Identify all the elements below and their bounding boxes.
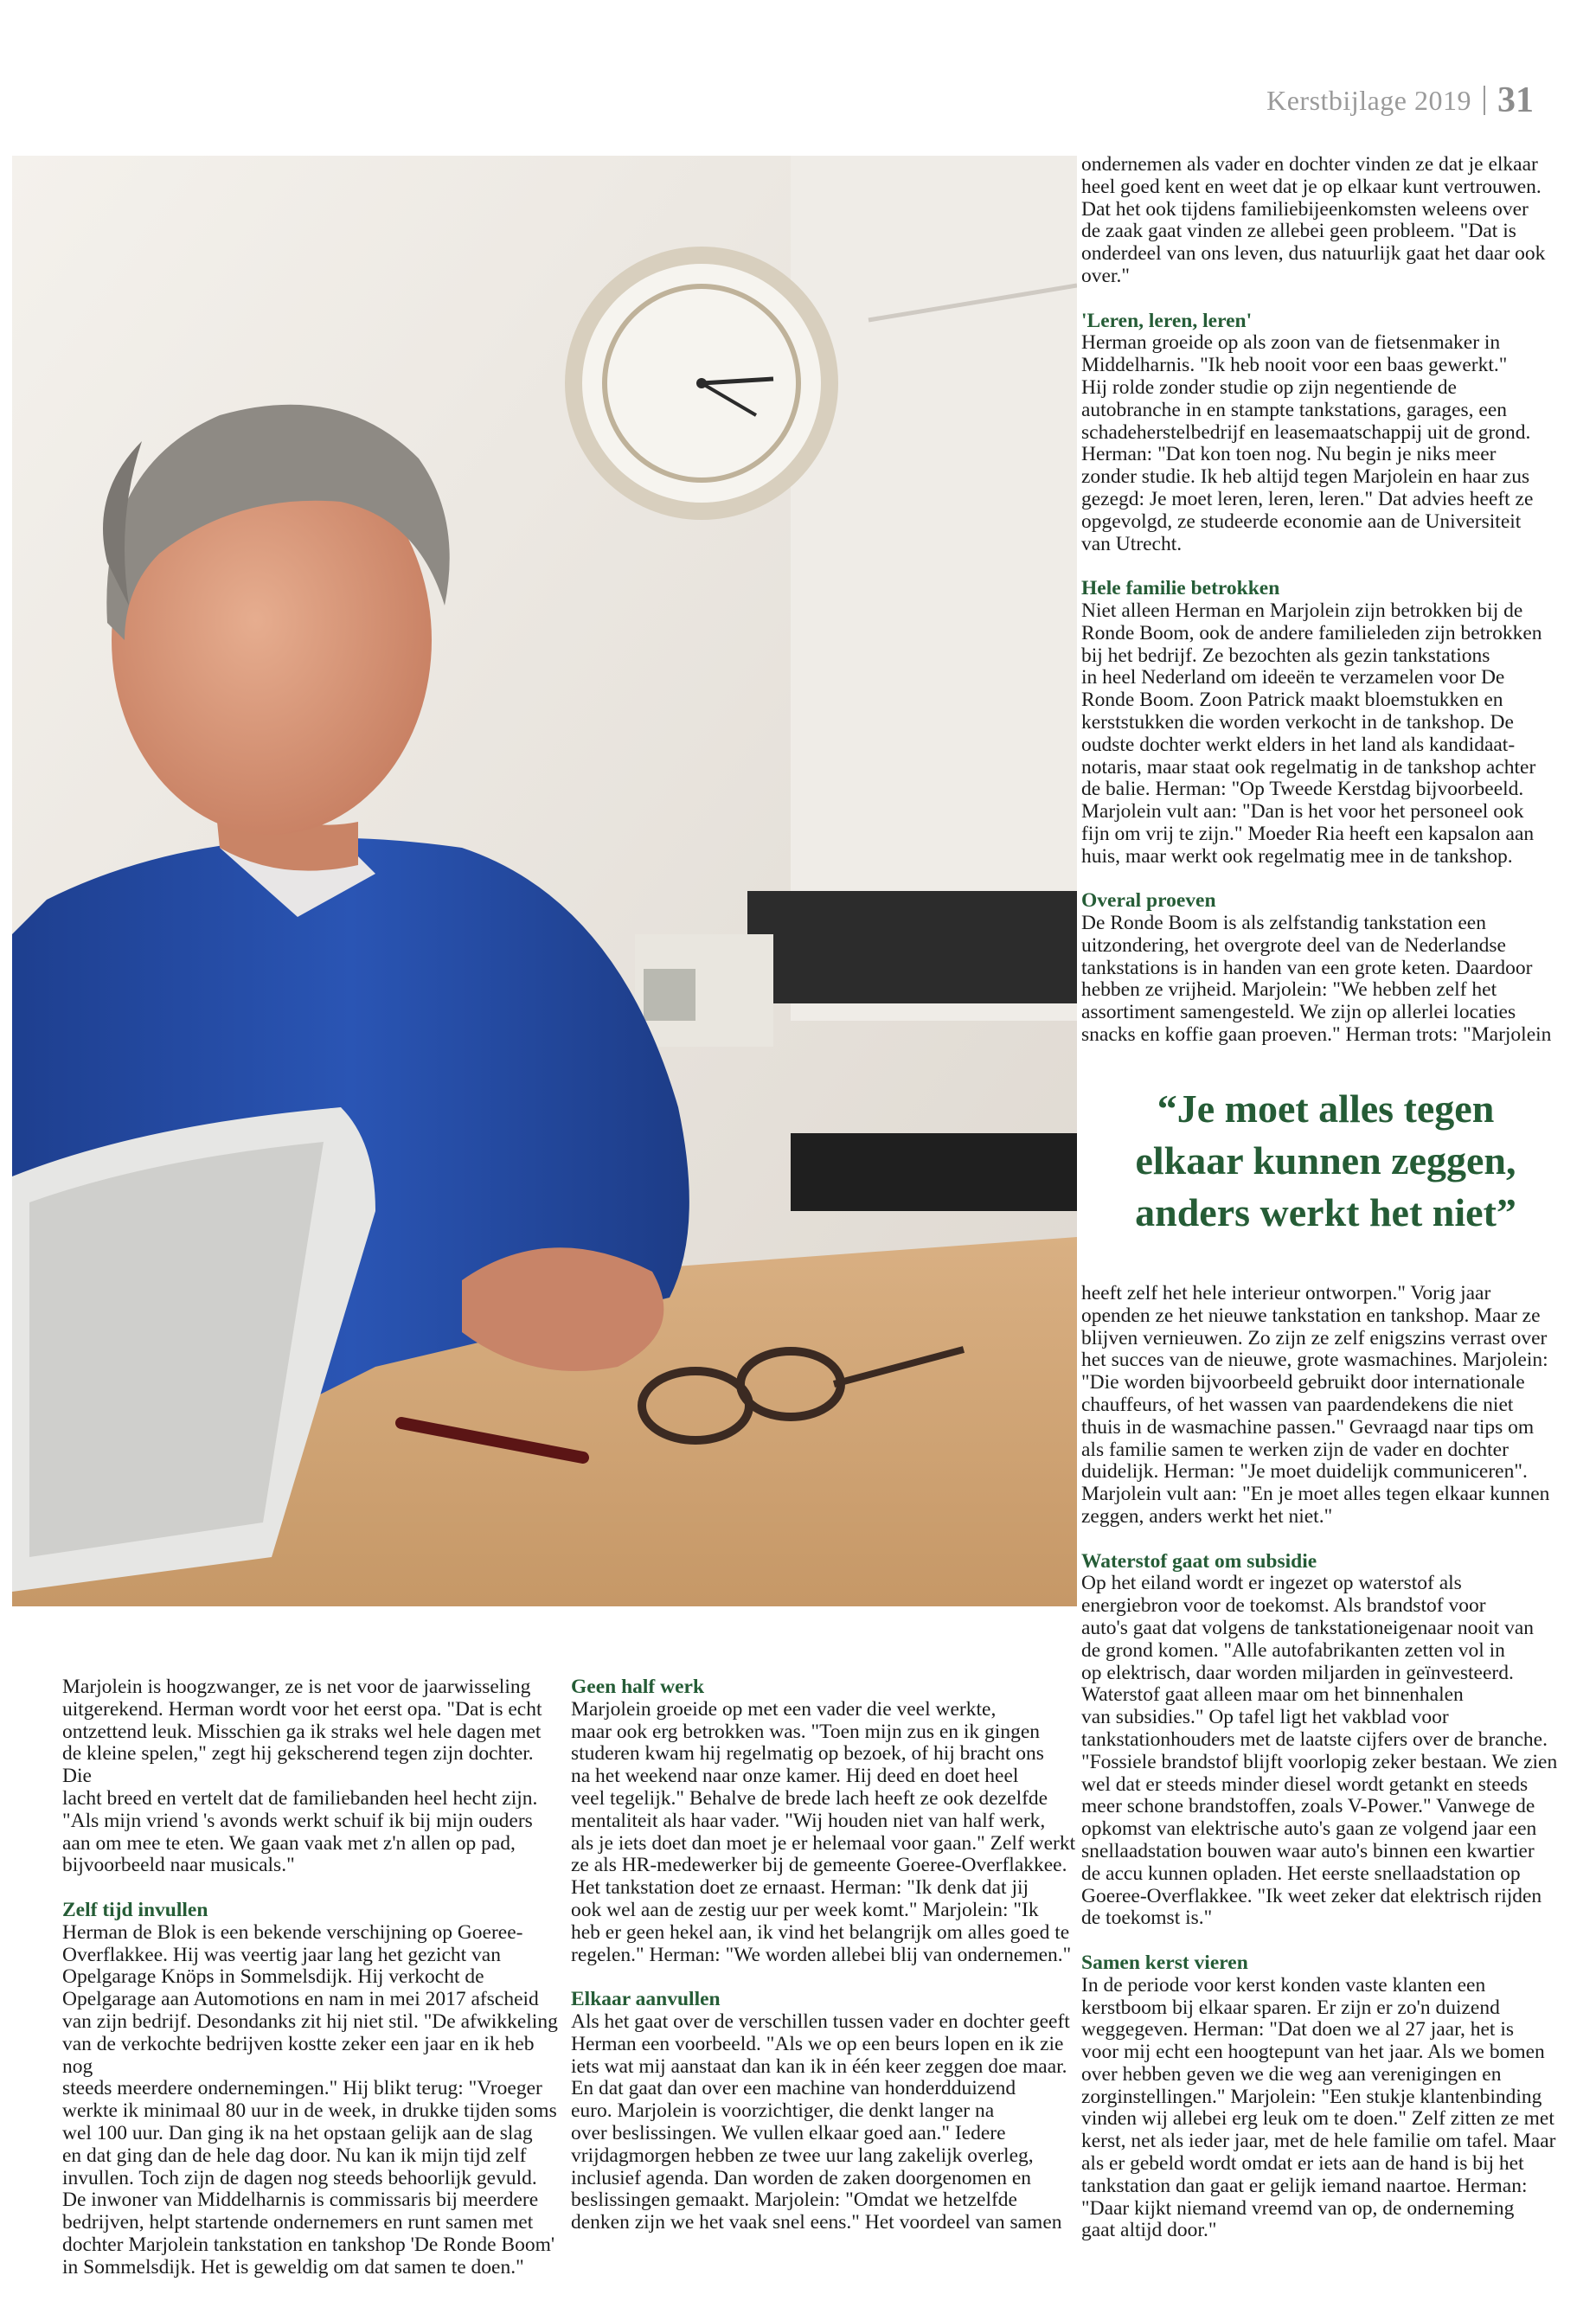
article-text-line: Waterstof gaat alleen maar om het binnenhalen (1081, 1683, 1464, 1707)
article-text-line: de zaak gaat vinden ze allebei geen probleem. "Dat is (1081, 220, 1516, 243)
section-heading: Geen half werk (571, 1676, 705, 1698)
portrait-photo (12, 156, 1077, 1606)
article-text-line: gaat altijd door." (1081, 2219, 1217, 2242)
article-text-line: Op het eiland wordt er ingezet op waterstof als (1081, 1572, 1462, 1595)
article-text-line: over." (1081, 264, 1130, 287)
article-text-line: over beslissingen. We vullen elkaar goed aan." Iedere (571, 2121, 1006, 2144)
article-text-line: Opelgarage aan Automotions en nam in mei 2017 afscheid (62, 1988, 539, 2011)
article-text-line: werkte ik minimaal 80 uur in de week, in drukke tijden soms (62, 2099, 557, 2123)
article-text-line: van de verkochte bedrijven kostte zeker een jaar en ik heb nog (62, 2032, 535, 2078)
article-text-line: opkomst van elektrische auto's gaan ze volgend jaar een (1081, 1817, 1537, 1841)
article-text-line: Herman: "Dat kon toen nog. Nu begin je niks meer (1081, 443, 1497, 466)
supplement-label: Kerstbijlage 2019 (1266, 84, 1471, 116)
article-text-line: Marjolein vult aan: "Dan is het voor het personeel ook (1081, 800, 1524, 824)
article-text-line: wel 100 uur. Dan ging ik na het opstaan gelijk aan de slag (62, 2121, 533, 2144)
paragraph-gap (62, 1877, 564, 1900)
article-text-line: de balie. Herman: "Op Tweede Kerstdag bijvoorbeeld. (1081, 778, 1524, 801)
article-text-line: "Daar kijkt niemand vreemd van op, de onderneming (1081, 2196, 1515, 2220)
paragraph-gap (1081, 1529, 1574, 1551)
article-text-line: blijven vernieuwen. Zo zijn ze zelf enigszins verrast over (1081, 1326, 1548, 1349)
article-text-line: wel dat er steeds minder diesel wordt getankt en steeds (1081, 1772, 1529, 1796)
article-text-line: Niet alleen Herman en Marjolein zijn betrokken bij de (1081, 599, 1523, 622)
article-text-line: ook wel aan de zestig uur per week komt." Marjolein: "Ik (571, 1898, 1039, 1921)
article-text-line: Marjolein is hoogzwanger, ze is net voor de jaarwisseling (62, 1676, 531, 1698)
article-text-line: weggegeven. Herman: "Dat doen we al 27 jaar, het is (1081, 2018, 1515, 2041)
pull-quote-line: elkaar kunnen zeggen, (1135, 1138, 1516, 1183)
article-text-line: opgevolgd, ze studeerde economie aan de Universiteit (1081, 510, 1522, 533)
paragraph-gap (571, 1966, 1077, 1989)
paragraph-gap (1081, 288, 1574, 311)
article-text-line: ontzettend leuk. Misschien ga ik straks wel hele dagen met (62, 1720, 542, 1743)
article-text-line: lacht breed en vertelt dat de familiebanden heel hecht zijn. (62, 1786, 538, 1810)
article-text-line: zeggen, anders werkt het niet." (1081, 1504, 1333, 1528)
article-text-line: regelen." Herman: "We worden allebei blij van ondernemen." (571, 1943, 1072, 1966)
article-text-line: in heel Nederland om ideeën te verzamelen voor De (1081, 666, 1505, 689)
article-text-line: zonder studie. Ik heb altijd tegen Marjolein en haar zus (1081, 465, 1530, 489)
article-text-line: Ronde Boom, ook de andere familieleden zijn betrokken (1081, 621, 1542, 644)
article-column-right-top (1081, 154, 1574, 1047)
article-column-middle (571, 1676, 1077, 2234)
article-text-line: Dat het ook tijdens familiebijeenkomsten weleens over (1081, 197, 1529, 221)
article-text-line: "Fossiele brandstof blijft voorlopig zeker bestaan. We zien (1081, 1750, 1558, 1773)
article-text-line: schadeherstelbedrijf en leasemaatschappij uit de grond. (1081, 420, 1531, 444)
article-text-line: voor mij echt een hoogtepunt van het jaar. Als we bomen (1081, 2041, 1545, 2064)
article-text-line: Opelgarage Knöps in Sommelsdijk. Hij verkocht de (62, 1965, 484, 1989)
article-text-line: Middelharnis. "Ik heb nooit voor een baas gewerkt." (1081, 354, 1508, 377)
article-text-line: euro. Marjolein is voorzichtiger, die denkt langer na (571, 2099, 995, 2123)
article-text-line: assortiment samengesteld. We zijn op allerlei locaties (1081, 1001, 1516, 1024)
pull-quote-line: anders werkt het niet” (1135, 1190, 1516, 1234)
article-text-line: heeft zelf het hele interieur ontworpen." Vorig jaar (1081, 1282, 1491, 1304)
article-column-right-bottom (1081, 1283, 1574, 2242)
paragraph-gap (1081, 555, 1574, 578)
article-text-line: In de periode voor kerst konden vaste klanten een (1081, 1973, 1486, 1997)
article-text-line: thuis in de wasmachine passen." Gevraagd naar tips om (1081, 1415, 1535, 1439)
paragraph-gap (1081, 868, 1574, 891)
article-text-line: heb er geen hekel aan, ik vind het belangrijk om alles goed te (571, 1920, 1070, 1944)
section-heading: Zelf tijd invullen (62, 1898, 208, 1921)
article-text-line: uitgerekend. Herman wordt voor het eerst opa. "Dat is echt (62, 1697, 542, 1721)
article-text-line: Overflakkee. Hij was veertig jaar lang het gezicht van (62, 1943, 501, 1966)
article-text-line: vinden wij allebei erg leuk om te doen." Zelf zitten ze met (1081, 2107, 1554, 2131)
article-text-line: De inwoner van Middelharnis is commissaris bij meerdere (62, 2189, 539, 2212)
article-text-line: tankstationhouders met de laatste cijfers over de branche. (1081, 1727, 1548, 1751)
article-text-line: studeren kwam hij regelmatig op bezoek, of hij bracht ons (571, 1742, 1044, 1766)
article-text-line: chauffeurs, of het wassen van paardendekens die niet (1081, 1393, 1514, 1416)
section-heading: Overal proeven (1081, 889, 1216, 913)
article-text-line: veel tegelijk." Behalve de brede lach heeft ze ook dezelfde (571, 1786, 1048, 1810)
section-heading: Elkaar aanvullen (571, 1988, 721, 2011)
article-text-line: onderdeel van ons leven, dus natuurlijk gaat het daar ook (1081, 242, 1546, 266)
article-text-line: kerststukken die worden verkocht in de tankshop. De (1081, 710, 1514, 734)
article-text-line: dochter Marjolein tankstation en tankshop 'De Ronde Boom' (62, 2233, 555, 2256)
article-text-line: Hij rolde zonder studie op zijn negentiende de (1081, 375, 1457, 399)
article-text-line: meer schone brandstoffen, zoals V-Power." Vanwege de (1081, 1795, 1535, 1818)
article-text-line: bedrijven, helpt startende ondernemers en runt samen met (62, 2211, 534, 2234)
article-text-line: in Sommelsdijk. Het is geweldig om dat samen te doen." (62, 2255, 524, 2279)
article-text-line: vrijdagmorgen hebben ze twee uur lang zakelijk overleg, (571, 2144, 1034, 2167)
wall-clock-illustration (565, 247, 838, 520)
article-text-line: auto's gaat dat volgens de tankstationeigenaar nooit van (1081, 1616, 1535, 1639)
pull-quote (1081, 1083, 1570, 1239)
page-number: 31 (1497, 80, 1534, 120)
article-text-line: Marjolein groeide op met een vader die veel werkte, (571, 1697, 997, 1721)
article-text-line: mentaliteit als haar vader. "Wij houden niet van half werk, (571, 1809, 1046, 1832)
article-text-line: beslissingen gemaakt. Marjolein: "Omdat we hetzelfde (571, 2189, 1017, 2212)
article-text-line: openden ze het nieuwe tankstation en tankshop. Maar ze (1081, 1304, 1541, 1327)
article-text-line: bijvoorbeeld naar musicals." (62, 1854, 295, 1877)
article-text-line: van zijn bedrijf. Desondanks zit hij niet stil. "De afwikkeling (62, 2009, 558, 2033)
pull-quote-line: “Je moet alles tegen (1157, 1086, 1495, 1131)
article-text-line: huis, maar werkt ook regelmatig mee in de tankshop. (1081, 844, 1513, 868)
article-text-line: Herman de Blok is een bekende verschijning op Goeree- (62, 1920, 523, 1944)
article-text-line: inclusief agenda. Dan worden de zaken doorgenomen en (571, 2166, 1032, 2189)
section-heading: Samen kerst vieren (1081, 1951, 1248, 1974)
article-text-line: oudste dochter werkt elders in het land als kandidaat- (1081, 733, 1516, 756)
article-text-line: snellaadstation bouwen waar auto's binnen een kwartier (1081, 1839, 1535, 1862)
article-text-line: heel goed kent en weet dat je op elkaar kunt vertrouwen. (1081, 175, 1542, 198)
article-text-line: de toekomst is." (1081, 1907, 1213, 1930)
article-text-line: Als het gaat over de verschillen tussen vader en dochter geeft (571, 2009, 1070, 2033)
article-text-line: Herman een voorbeeld. "Als we op een beurs lopen en ik zie (571, 2032, 1064, 2055)
article-text-line: Marjolein vult aan: "En je moet alles tegen elkaar kunnen (1081, 1483, 1550, 1506)
article-text-line: uitzondering, het overgrote deel van de Nederlandse (1081, 933, 1506, 957)
article-text-line: duidelijk. Herman: "Je moet duidelijk communiceren". (1081, 1460, 1528, 1484)
article-text-line: autobranche in en stampte tankstations, garages, een (1081, 398, 1508, 421)
page-header (1266, 80, 1534, 121)
article-text-line: snacks en koffie gaan proeven." Herman trots: "Marjolein (1081, 1023, 1552, 1047)
article-text-line: notaris, maar staat ook regelmatig in de tankshop achter (1081, 755, 1536, 779)
article-text-line: kerstboom bij elkaar sparen. Er zijn er zo'n duizend (1081, 1996, 1500, 2019)
article-text-line: de accu kunnen opladen. Het eerste snellaadstation op (1081, 1862, 1521, 1885)
article-text-line: bij het bedrijf. Ze bezochten als gezin tankstations (1081, 644, 1490, 667)
article-text-line: energiebron voor de toekomst. Als brandstof voor (1081, 1594, 1486, 1618)
article-text-line: De Ronde Boom is als zelfstandig tankstation een (1081, 912, 1486, 935)
article-text-line: ze als HR-medewerker bij de gemeente Goeree-Overflakkee. (571, 1854, 1067, 1877)
article-text-line: iets wat mij aanstaat dan kan ik in één keer zeggen doe maar. (571, 2054, 1067, 2078)
article-text-line: gezegd: Je moet leren, leren, leren." Dat advies heeft ze (1081, 487, 1534, 510)
article-text-line: En dat gaat dan over een machine van honderdduizend (571, 2077, 1016, 2100)
article-text-line: als er gebeld wordt omdat er iets aan de hand is bij het (1081, 2152, 1524, 2176)
section-heading: 'Leren, leren, leren' (1081, 309, 1253, 332)
article-column-left (62, 1676, 564, 2279)
article-text-line: zorginstellingen." Marjolein: "Een stukje klantenbinding (1081, 2085, 1542, 2108)
article-text-line: en dat ging dan de hele dag door. Nu kan ik mijn tijd zelf (62, 2144, 527, 2167)
paragraph-gap (1081, 1930, 1574, 1952)
article-text-line: als je iets doet dan moet je er helemaal voor gaan." Zelf werkt (571, 1831, 1076, 1855)
article-text-line: "Als mijn vriend 's avonds werkt schuif ik bij mijn ouders (62, 1809, 533, 1832)
article-text-line: van subsidies." Op tafel ligt het vakblad voor (1081, 1706, 1449, 1729)
article-text-line: Goeree-Overflakkee. "Ik weet zeker dat elektrisch rijden (1081, 1884, 1542, 1907)
article-text-line: over hebben geven we die weg aan verenigingen en (1081, 2062, 1502, 2086)
section-heading: Hele familie betrokken (1081, 577, 1280, 600)
article-text-line: de kleine spelen," zegt hij gekscherend tegen zijn dochter. Die (62, 1742, 534, 1788)
article-text-line: na het weekend naar onze kamer. Hij deed en doet heel (571, 1765, 1019, 1788)
article-text-line: hebben ze vrijheid. Marjolein: "We hebben zelf het (1081, 978, 1497, 1002)
article-text-line: Herman groeide op als zoon van de fietsenmaker in (1081, 331, 1501, 355)
section-heading: Waterstof gaat om subsidie (1081, 1549, 1317, 1573)
article-text-line: tankstations is in handen van een grote keten. Daardoor (1081, 956, 1533, 979)
photo-illustration (12, 156, 1077, 1606)
article-text-line: fijn om vrij te zijn." Moeder Ria heeft een kapsalon aan (1081, 822, 1535, 845)
article-text-line: maar ook erg betrokken was. "Toen mijn zus en ik gingen (571, 1720, 1041, 1743)
article-text-line: ondernemen als vader en dochter vinden ze dat je elkaar (1081, 153, 1538, 176)
article-text-line: "Die worden bijvoorbeeld gebruikt door internationale (1081, 1371, 1525, 1394)
article-text-line: als familie samen te werken zijn de vader en dochter (1081, 1438, 1509, 1461)
article-text-line: steeds meerdere ondernemingen." Hij blikt terug: "Vroeger (62, 2077, 542, 2100)
article-text-line: tankstation dan gaat er gelijk iemand naartoe. Herman: (1081, 2174, 1528, 2197)
article-text-line: aan om mee te eten. We gaan vaak met z'n allen op pad, (62, 1831, 516, 1855)
article-text-line: op elektrisch, daar worden miljarden in geïnvesteerd. (1081, 1661, 1514, 1684)
article-text-line: het succes van de nieuwe, grote wasmachines. Marjolein: (1081, 1349, 1548, 1372)
article-text-line: de grond komen. "Alle autofabrikanten zetten vol in (1081, 1638, 1505, 1662)
article-text-line: Ronde Boom. Zoon Patrick maakt bloemstukken en (1081, 689, 1503, 712)
article-text-line: kerst, net als ieder jaar, met de hele familie om tafel. Maar (1081, 2130, 1556, 2153)
article-text-line: Het tankstation doet ze ernaast. Herman: "Ik denk dat jij (571, 1876, 1029, 1900)
article-text-line: denken zijn we het vaak snel eens." Het voordeel van samen (571, 2211, 1062, 2234)
article-text-line: van Utrecht. (1081, 532, 1183, 555)
article-text-line: invullen. Toch zijn de dagen nog steeds behoorlijk gevuld. (62, 2166, 537, 2189)
header-divider (1484, 86, 1485, 115)
